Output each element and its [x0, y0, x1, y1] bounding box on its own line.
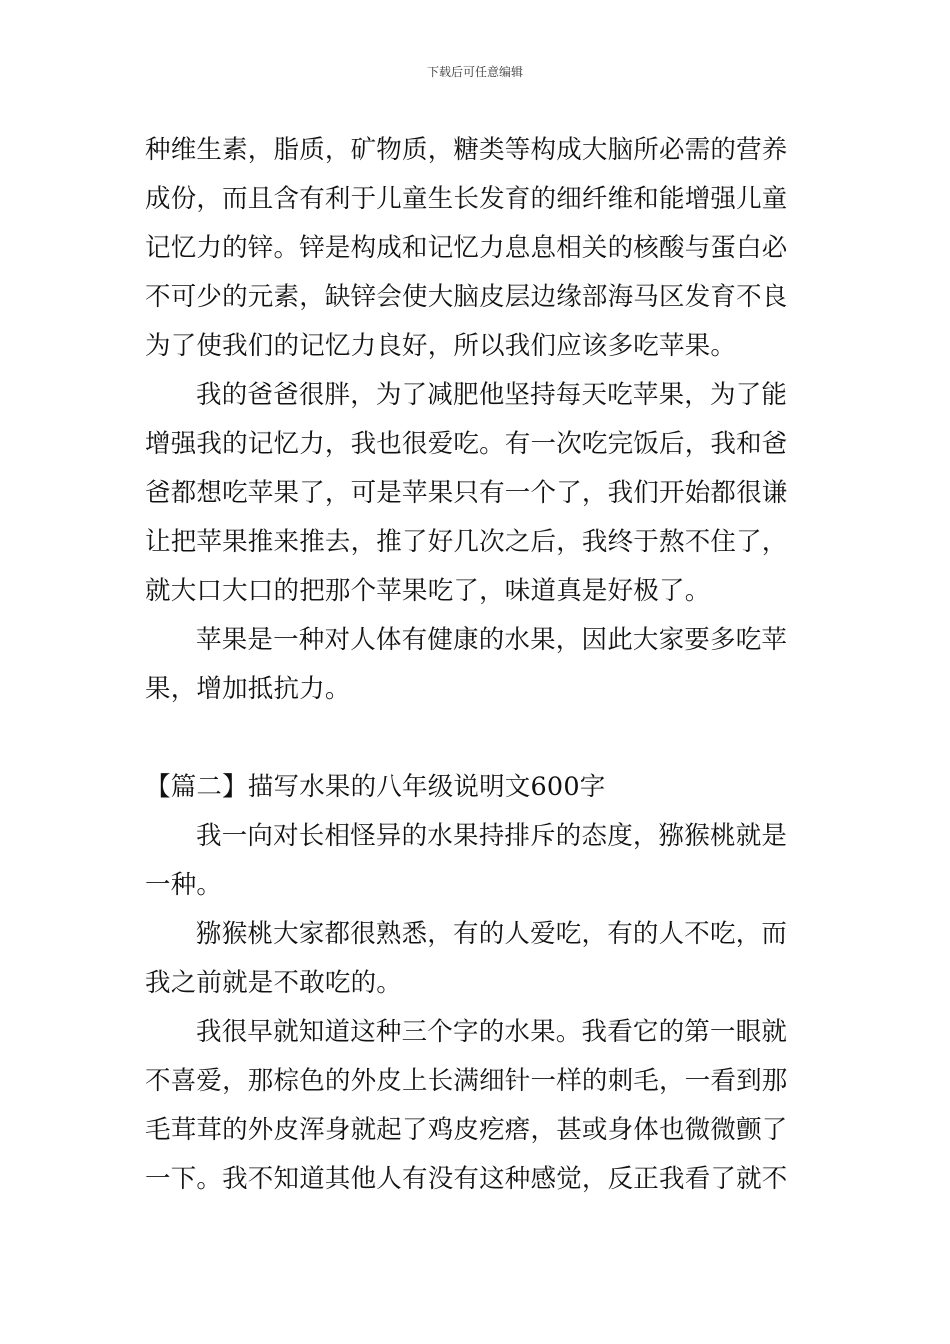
text-line: 种维生素，脂质，矿物质，糖类等构成大脑所必需的营养: [145, 135, 788, 165]
text-line: 成份，而且含有利于儿童生长发育的细纤维和能增强儿童: [145, 184, 788, 214]
page-header: 下载后可任意编辑: [426, 65, 523, 79]
paragraph-kiwi-intro: [145, 812, 810, 910]
text-line: 为了使我们的记忆力良好，所以我们应该多吃苹果。: [145, 331, 737, 361]
text-line: 我之前就是不敢吃的。: [145, 968, 403, 998]
text-line: 一种。: [145, 870, 223, 900]
document-body: [145, 126, 810, 1204]
paragraph-conclusion: [145, 616, 810, 714]
text-line: 苹果是一种对人体有健康的水果，因此大家要多吃苹: [196, 625, 788, 655]
text-line: 猕猴桃大家都很熟悉，有的人爱吃，有的人不吃，而: [196, 919, 788, 949]
paragraph-kiwi-appearance: [145, 1008, 810, 1204]
section-spacer: [145, 714, 810, 763]
text-line: 不可少的元素，缺锌会使大脑皮层边缘部海马区发育不良: [145, 282, 788, 312]
text-line: 我很早就知道这种三个字的水果。我看它的第一眼就: [196, 1017, 788, 1047]
text-line: 爸都想吃苹果了，可是苹果只有一个了，我们开始都很谦: [145, 478, 788, 508]
paragraph-nutrition: [145, 126, 810, 371]
section-heading: 【篇二】描写水果的八年级说明文600字: [145, 772, 606, 802]
text-line: 就大口大口的把那个苹果吃了，味道真是好极了。: [145, 576, 711, 606]
text-line: 果，增加抵抗力。: [145, 674, 351, 704]
text-line: 我的爸爸很胖，为了减肥他坚持每天吃苹果，为了能: [196, 380, 788, 410]
text-line: 让把苹果推来推去，推了好几次之后，我终于熬不住了，: [145, 527, 788, 557]
text-line: 我一向对长相怪异的水果持排斥的态度，猕猴桃就是: [196, 821, 788, 851]
text-line: 不喜爱，那棕色的外皮上长满细针一样的刺毛，一看到那: [145, 1066, 788, 1096]
text-line: 记忆力的锌。锌是构成和记忆力息息相关的核酸与蛋白必: [145, 233, 788, 263]
text-line: 增强我的记忆力，我也很爱吃。有一次吃完饭后，我和爸: [145, 429, 788, 459]
paragraph-father-story: [145, 371, 810, 616]
text-line: 毛茸茸的外皮浑身就起了鸡皮疙瘩，甚或身体也微微颤了: [145, 1115, 788, 1145]
paragraph-kiwi-familiar: [145, 910, 810, 1008]
text-line: 一下。我不知道其他人有没有这种感觉，反正我看了就不: [145, 1164, 788, 1194]
